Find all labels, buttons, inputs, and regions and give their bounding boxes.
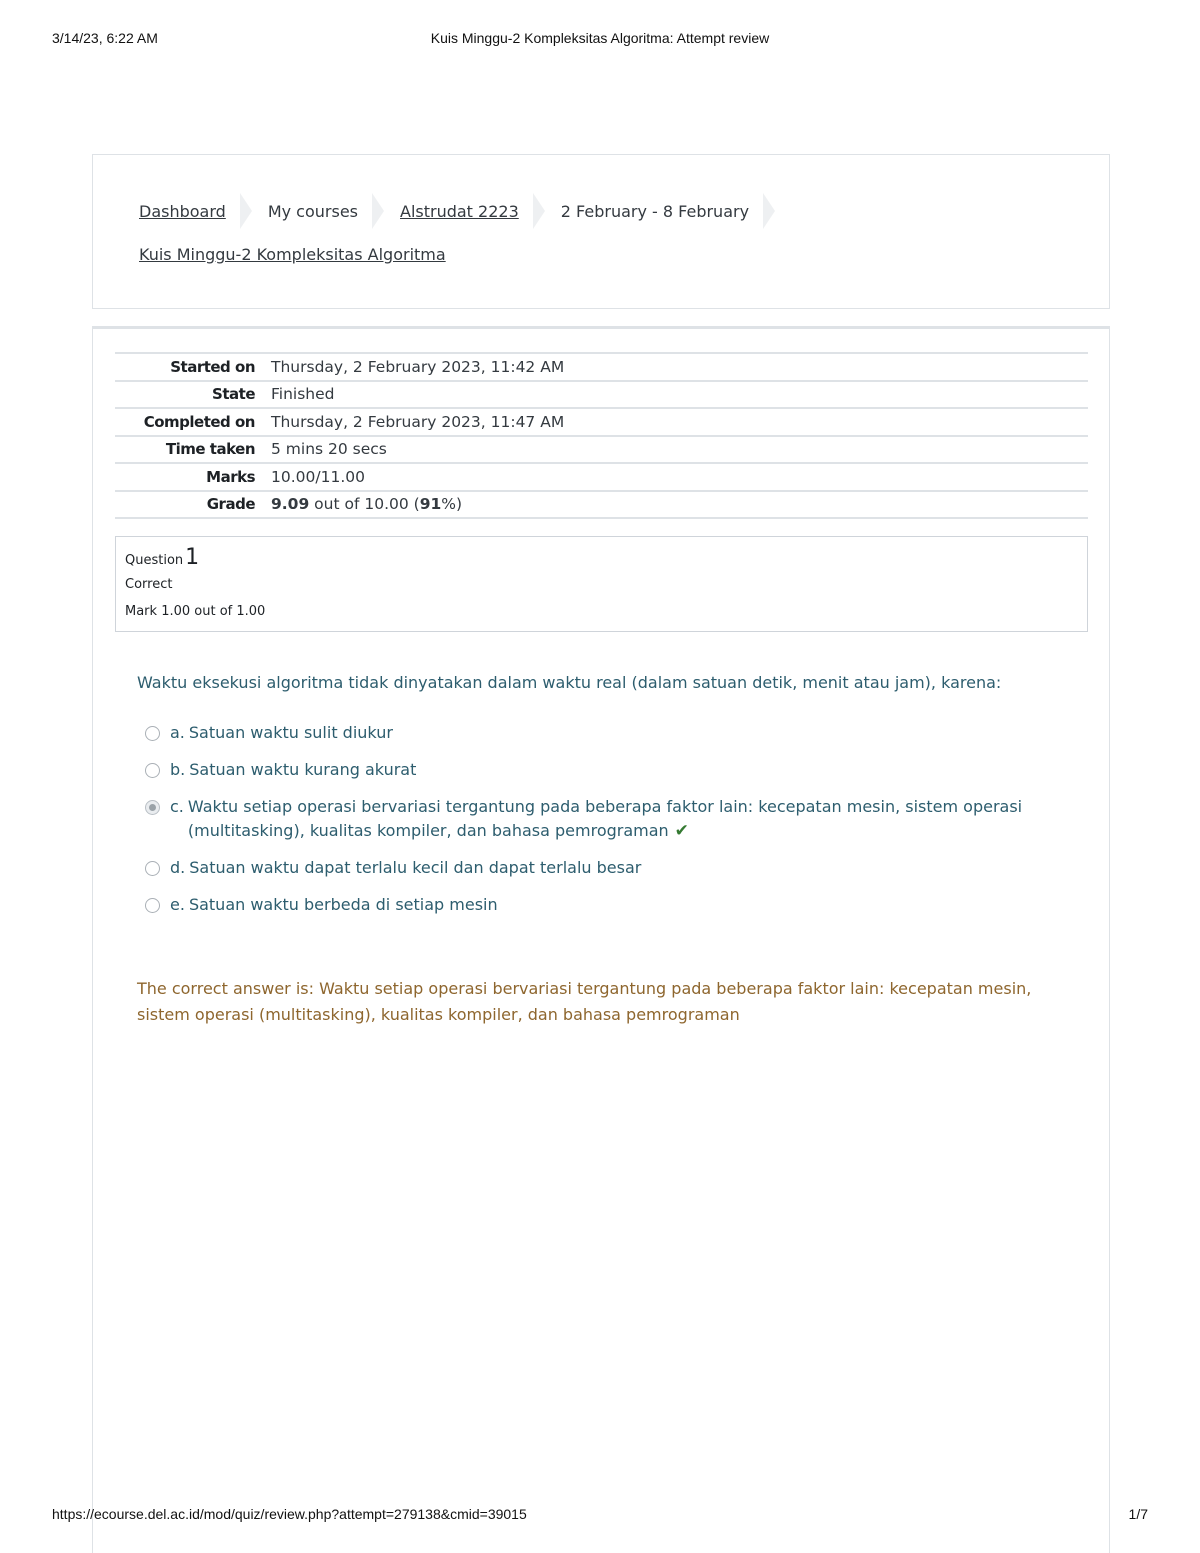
summary-row-completed [115,408,1088,436]
option-d [145,856,1065,880]
summary-grade-value [271,491,1088,519]
option-radio[interactable] [145,861,160,876]
quiz-review-panel [92,326,1110,1553]
grade-percent: 91 [419,495,442,514]
option-a [145,721,1065,745]
grade-out-of: out of 10.00 ( [309,495,420,514]
breadcrumb-link-quiz[interactable]: Kuis Minggu-2 Kompleksitas Algoritma [139,245,446,264]
question-number-value: 1 [185,545,200,570]
option-letter: a. [170,723,185,742]
breadcrumb-item-my-courses [268,193,400,229]
option-text: Satuan waktu kurang akurat [189,760,417,779]
question-info-box [115,536,1088,632]
option-text: Satuan waktu dapat terlalu kecil dan dapat terlalu besar [189,858,642,877]
breadcrumb-link-course[interactable]: Alstrudat 2223 [400,201,519,221]
option-text-content: Waktu setiap operasi bervariasi tergantung pada beberapa faktor lain: kecepatan mesin, sistem operasi (multitasking), kualitas kompiler, dan bahasa pemrograman [187,797,1023,840]
option-b [145,758,1065,782]
breadcrumb-text-week: 2 February - 8 February [560,201,750,221]
chevron-right-icon [533,193,545,229]
option-letter: d. [170,858,186,877]
option-letter: c. [170,797,184,816]
breadcrumb [139,193,1089,229]
option-text [188,795,1065,843]
print-footer [52,1506,1148,1526]
summary-value: 5 mins 20 secs [271,436,1088,464]
option-letter: e. [170,895,185,914]
option-letter: b. [170,760,186,779]
answer-options [145,721,1065,930]
summary-value: Thursday, 2 February 2023, 11:47 AM [271,408,1088,436]
chevron-right-icon [372,193,384,229]
option-text: Satuan waktu sulit diukur [188,723,393,742]
check-icon: ✔ [674,821,689,841]
option-radio[interactable] [145,726,160,741]
question-number [125,545,1078,571]
chevron-right-icon [763,193,775,229]
option-e [145,893,1065,917]
summary-value: Finished [271,381,1088,409]
question-label: Question [125,553,184,568]
breadcrumb-item-week [561,193,791,229]
summary-row-state [115,381,1088,409]
summary-label: Time taken [115,436,271,464]
print-url: https://ecourse.del.ac.id/mod/quiz/review.php?attempt=279138&cmid=39015 [52,1506,527,1522]
summary-label: Grade [115,491,271,519]
breadcrumb-item-dashboard[interactable] [139,193,268,229]
question-text: Waktu eksekusi algoritma tidak dinyatakan dalam waktu real (dalam satuan detik, menit atau jam), karena: [137,673,1002,692]
print-page-number: 1/7 [1128,1506,1148,1522]
option-radio-selected[interactable] [145,800,160,815]
summary-label: Started on [115,353,271,381]
breadcrumb-panel [92,154,1110,309]
chevron-right-icon [240,193,252,229]
breadcrumb-text-my-courses: My courses [267,201,358,221]
option-c [145,795,1065,843]
summary-label: Marks [115,463,271,491]
summary-row-started [115,353,1088,381]
summary-row-time [115,436,1088,464]
summary-value: 10.00/11.00 [271,463,1088,491]
summary-value: Thursday, 2 February 2023, 11:42 AM [271,353,1088,381]
grade-score: 9.09 [271,495,310,514]
print-title: Kuis Minggu-2 Kompleksitas Algoritma: Attempt review [430,30,770,46]
summary-row-grade [115,491,1088,519]
question-status: Correct [125,577,173,592]
summary-label: Completed on [115,408,271,436]
option-radio[interactable] [145,763,160,778]
option-text: Satuan waktu berbeda di setiap mesin [188,895,498,914]
question-mark: Mark 1.00 out of 1.00 [125,604,266,619]
option-radio[interactable] [145,898,160,913]
grade-percent-suffix: %) [441,495,463,514]
print-header [52,30,1148,50]
breadcrumb-item-course[interactable] [400,193,561,229]
attempt-summary-table [115,352,1088,519]
breadcrumb-link-dashboard[interactable]: Dashboard [139,201,226,221]
summary-label: State [115,381,271,409]
correct-answer-feedback: The correct answer is: Waktu setiap operasi bervariasi tergantung pada beberapa faktor lain: kecepatan mesin, sistem operasi (multitasking), kualitas kompiler, dan bahasa pemrograman [137,979,1032,1024]
summary-row-marks [115,463,1088,491]
print-date: 3/14/23, 6:22 AM [52,30,158,46]
